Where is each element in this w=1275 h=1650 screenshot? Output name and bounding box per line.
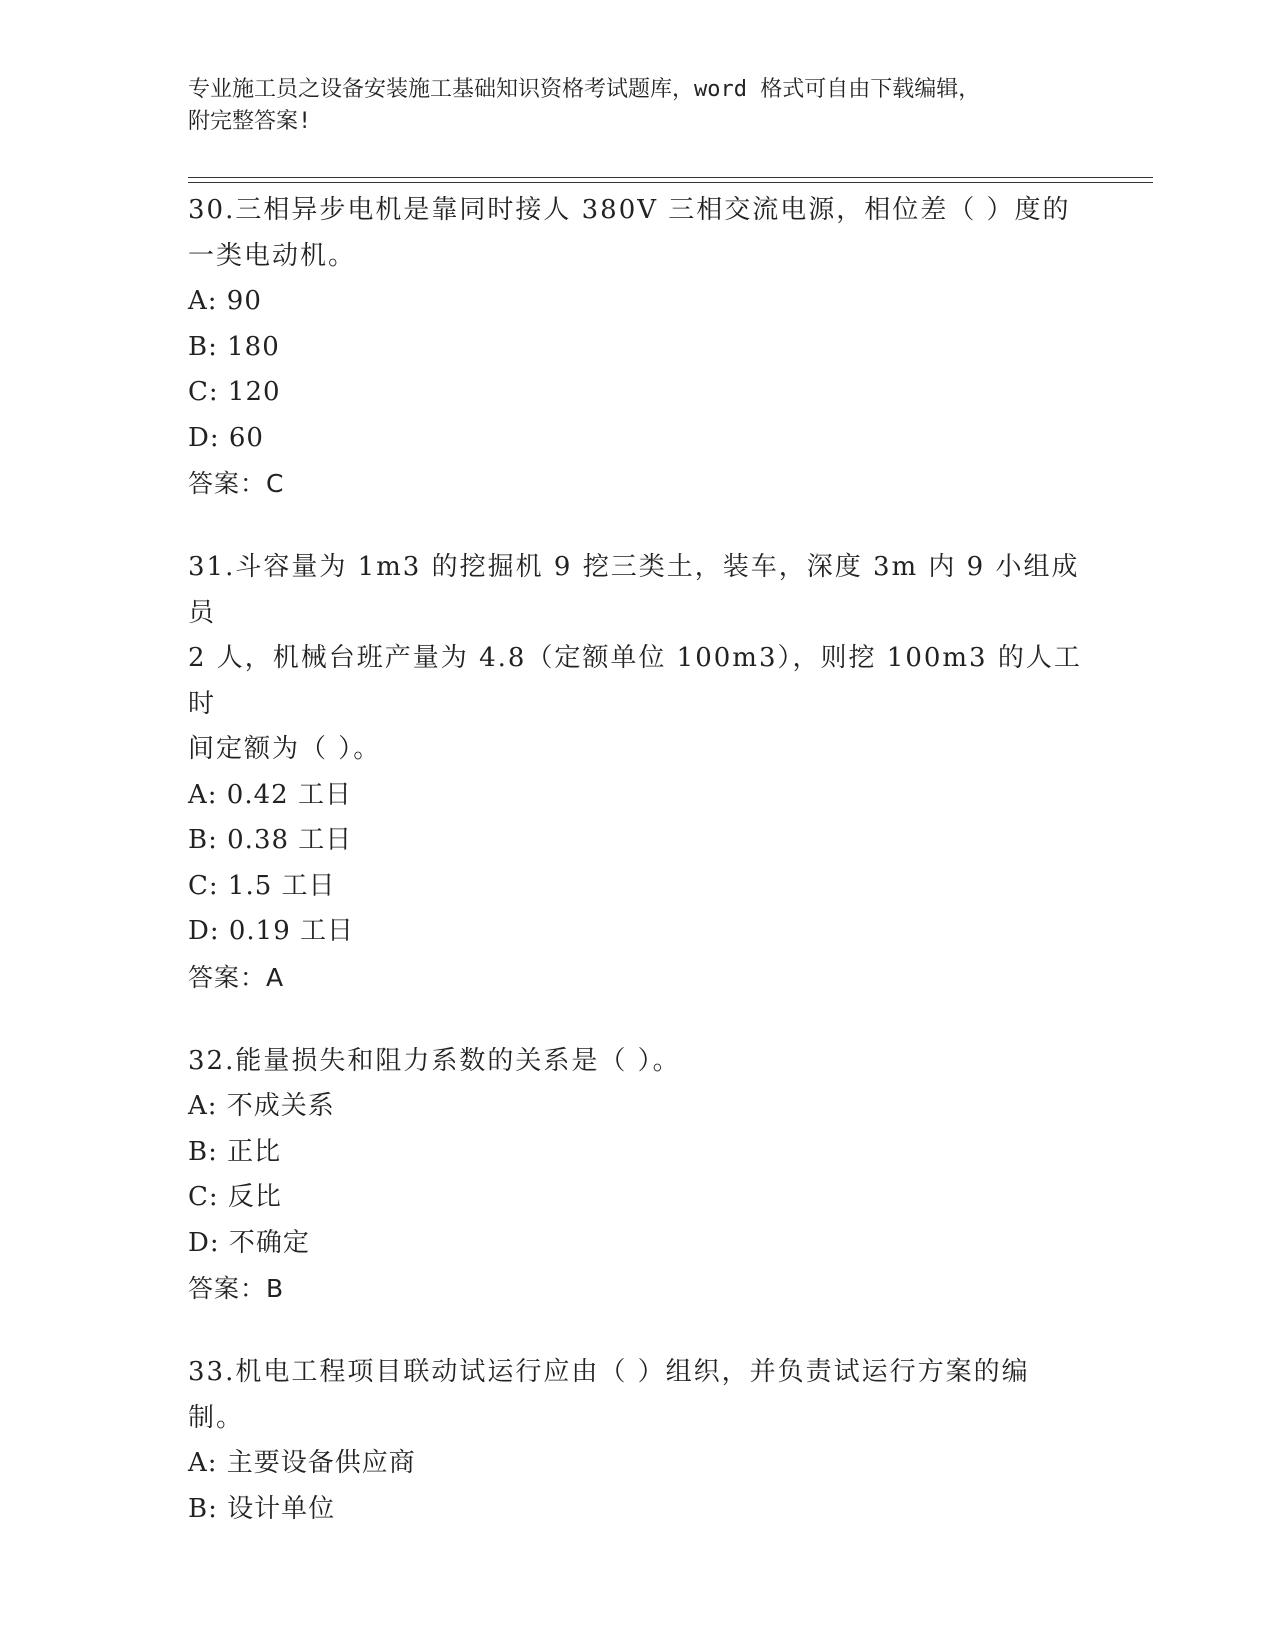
header-line-1: 专业施工员之设备安装施工基础知识资格考试题库，word 格式可自由下载编辑， bbox=[188, 77, 981, 102]
option-c: C: 120 bbox=[188, 377, 281, 407]
option-d: D: 不确定 bbox=[188, 1227, 310, 1258]
option-a: A: 主要设备供应商 bbox=[188, 1448, 416, 1478]
question-stem bbox=[188, 1037, 1088, 1085]
header-divider-top bbox=[188, 177, 1153, 178]
answer-label: 答案：A bbox=[188, 962, 285, 992]
option-d: D: 0.19 工日 bbox=[188, 916, 355, 946]
question-stem bbox=[188, 1348, 1088, 1441]
answer-label: 答案：C bbox=[188, 469, 285, 498]
header-line-2: 附完整答案! bbox=[188, 109, 312, 134]
option-b: B: 180 bbox=[188, 331, 280, 362]
question-stem-line: 2 人，机械台班产量为 4.8（定额单位 100m3），则挖 100m3 的人工时 bbox=[188, 643, 1082, 719]
option-a: A: 0.42 工日 bbox=[188, 779, 352, 810]
option-d: D: 60 bbox=[188, 422, 264, 453]
question-item bbox=[188, 186, 1088, 507]
option-a: A: 不成关系 bbox=[188, 1091, 335, 1121]
question-item bbox=[188, 543, 1088, 1001]
question-stem-line: 一类电动机。 bbox=[188, 240, 357, 271]
option-c: C: 1.5 工日 bbox=[188, 870, 336, 901]
answer-label: 答案：B bbox=[188, 1274, 285, 1303]
question-stem-line: 30.三相异步电机是靠同时接人 380V 三相交流电源，相位差（ ）度的 bbox=[188, 195, 1071, 225]
question-stem-line: 间定额为（ ）。 bbox=[188, 734, 382, 764]
option-b: B: 正比 bbox=[188, 1136, 282, 1167]
question-item bbox=[188, 1037, 1088, 1313]
question-stem-line: 31.斗容量为 1m3 的挖掘机 9 挖三类土，装车，深度 3m 内 9 小组成员 bbox=[188, 552, 1080, 628]
question-stem-line: 32.能量损失和阻力系数的关系是（ ）。 bbox=[188, 1045, 681, 1076]
question-stem bbox=[188, 543, 1088, 773]
question-item bbox=[188, 1348, 1088, 1532]
question-stem-line: 33.机电工程项目联动试运行应由（ ）组织，并负责试运行方案的编 bbox=[188, 1357, 1030, 1387]
question-list bbox=[188, 186, 1088, 1568]
option-c: C: 反比 bbox=[188, 1182, 282, 1212]
option-b: B: 0.38 工日 bbox=[188, 825, 353, 855]
option-b: B: 设计单位 bbox=[188, 1493, 336, 1524]
question-stem-line: 制。 bbox=[188, 1402, 245, 1433]
question-stem bbox=[188, 186, 1088, 279]
header-divider-bottom bbox=[188, 182, 1153, 183]
document-header bbox=[188, 74, 1088, 138]
option-a: A: 90 bbox=[188, 286, 262, 316]
